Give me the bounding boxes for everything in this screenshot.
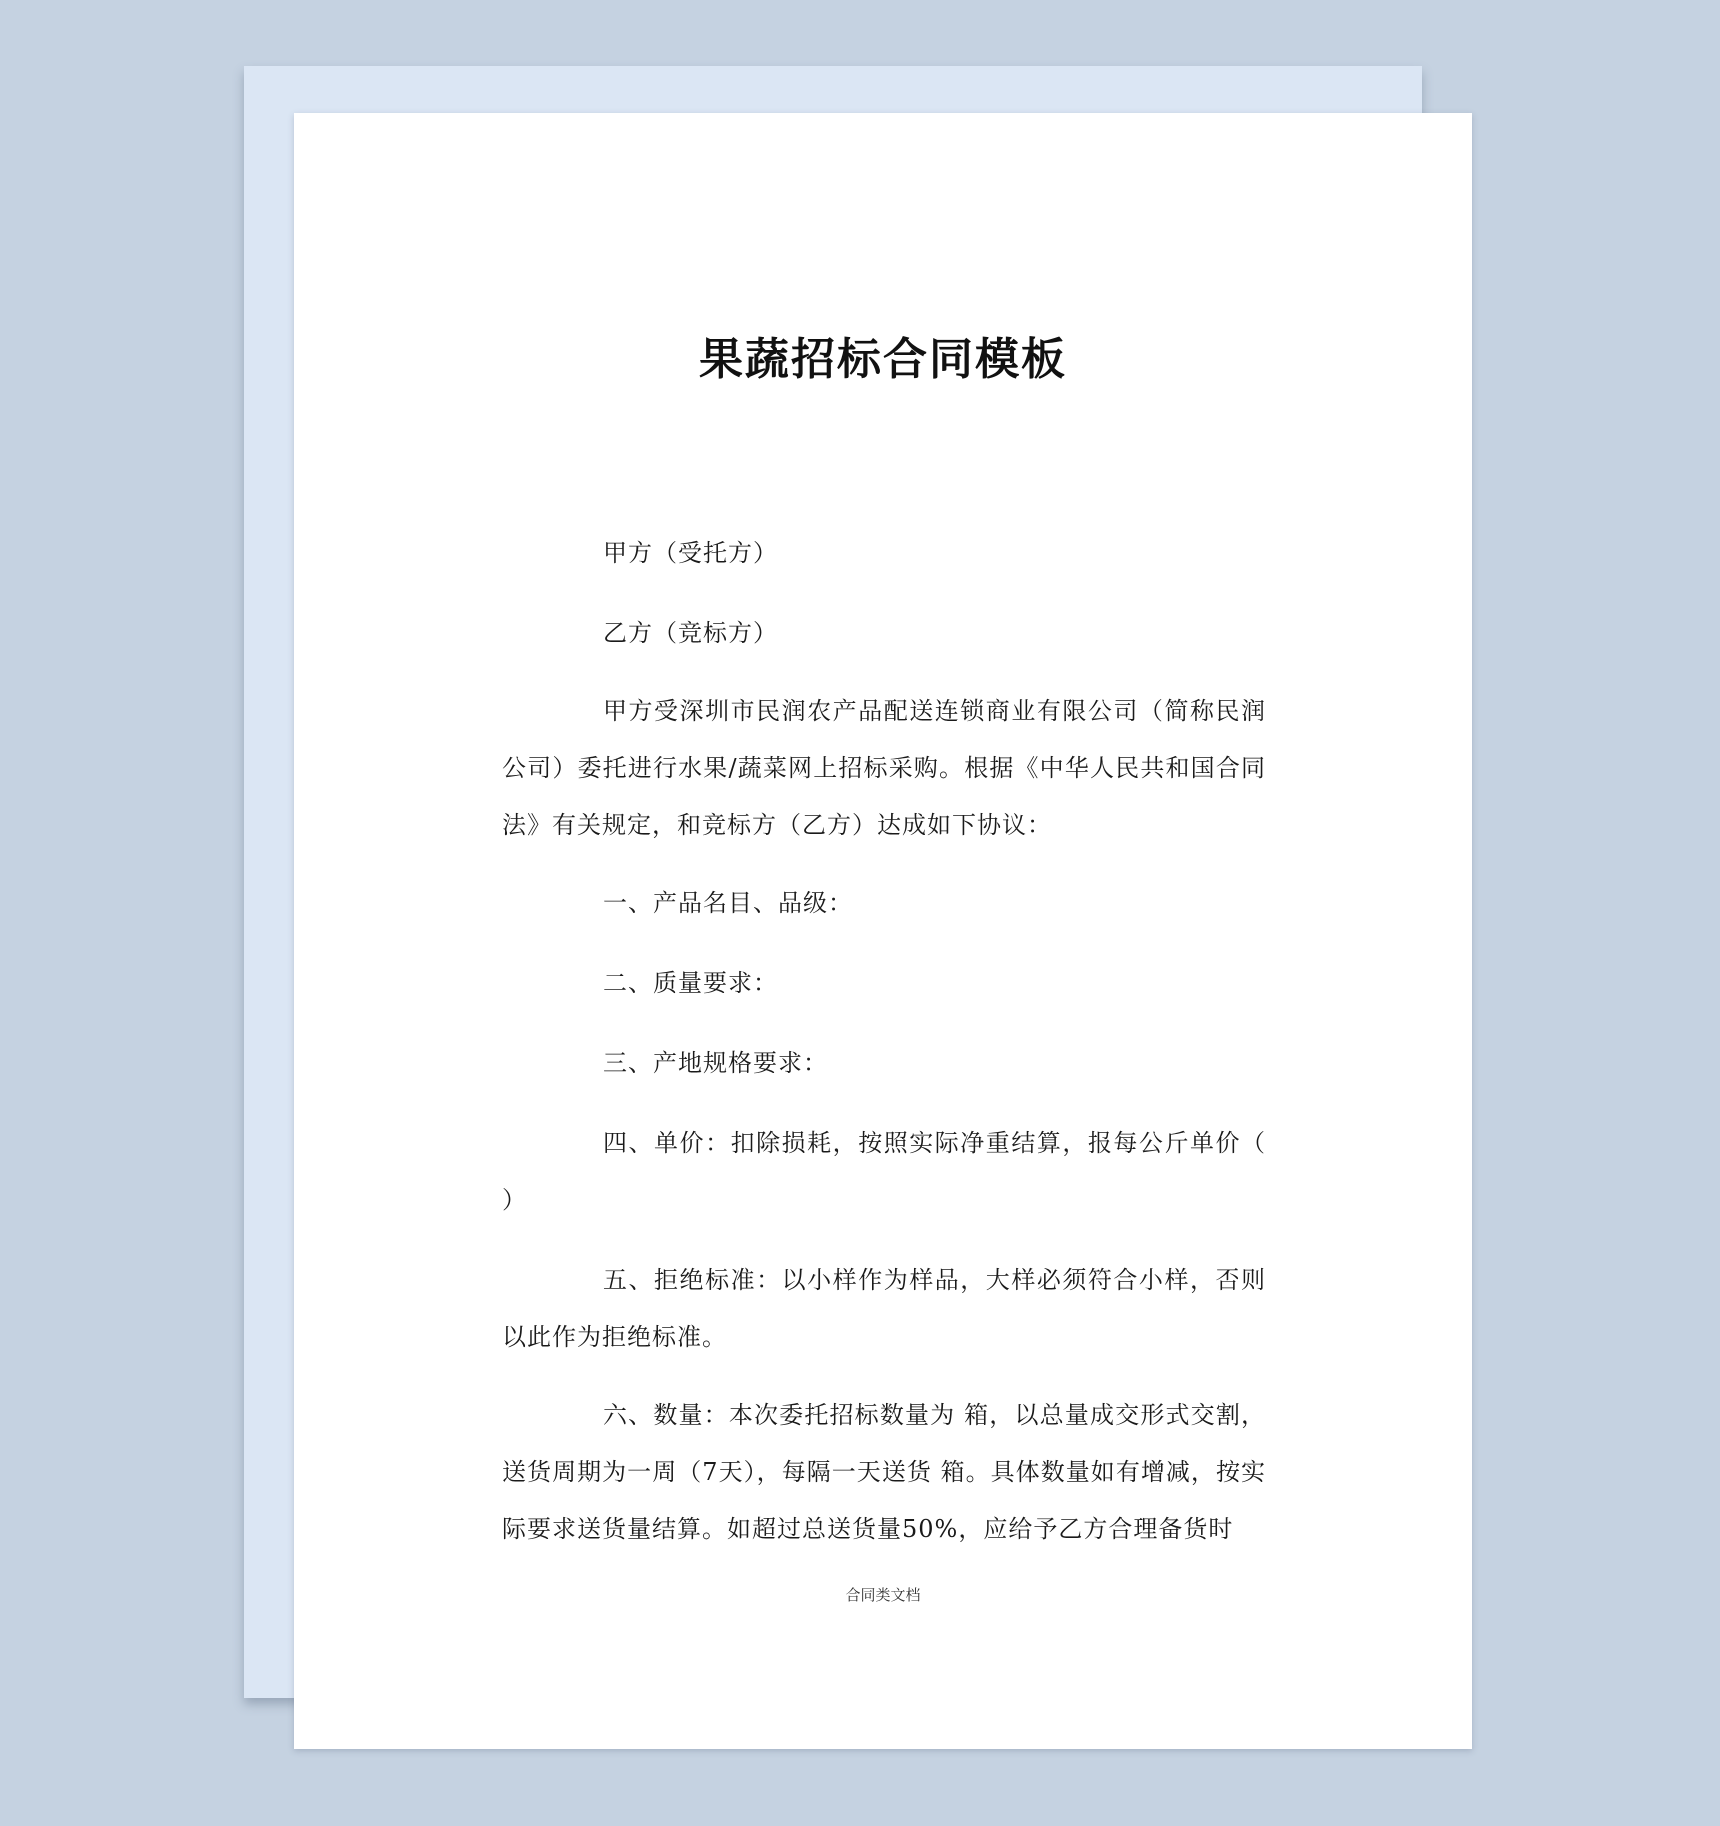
party-b-line: 乙方（竞标方） [603,619,778,647]
party-a-line: 甲方（受托方） [603,539,778,567]
clause-3: 三、产地规格要求： [603,1049,828,1077]
clause-1: 一、产品名目、品级： [603,889,853,917]
intro-paragraph: 甲方受深圳市民润农产品配送连锁商业有限公司（简称民润公司）委托进行水果/蔬菜网上招标采购。根据《中华人民共和国合同法》有关规定，和竞标方（乙方）达成如下协议： [502,697,1266,839]
clause-4: 四、单价：扣除损耗，按照实际净重结算，报每公斤单价（ ） [502,1129,1266,1214]
document-title: 果蔬招标合同模板 [699,334,1067,385]
footer-label: 合同类文档 [845,1586,921,1604]
document-body [502,525,1266,1558]
document-page [294,113,1472,1749]
clause-6: 六、数量：本次委托招标数量为 箱，以总量成交形式交割，送货周期为一周（7天），每隔一天送货 箱。具体数量如有增减，按实际要求送货量结算。如超过总送货量50%，应给予乙方合理备货时 [502,1401,1266,1543]
clause-2: 二、质量要求： [603,969,778,997]
clause-5: 五、拒绝标准：以小样作为样品，大样必须符合小样，否则以此作为拒绝标准。 [502,1266,1266,1351]
